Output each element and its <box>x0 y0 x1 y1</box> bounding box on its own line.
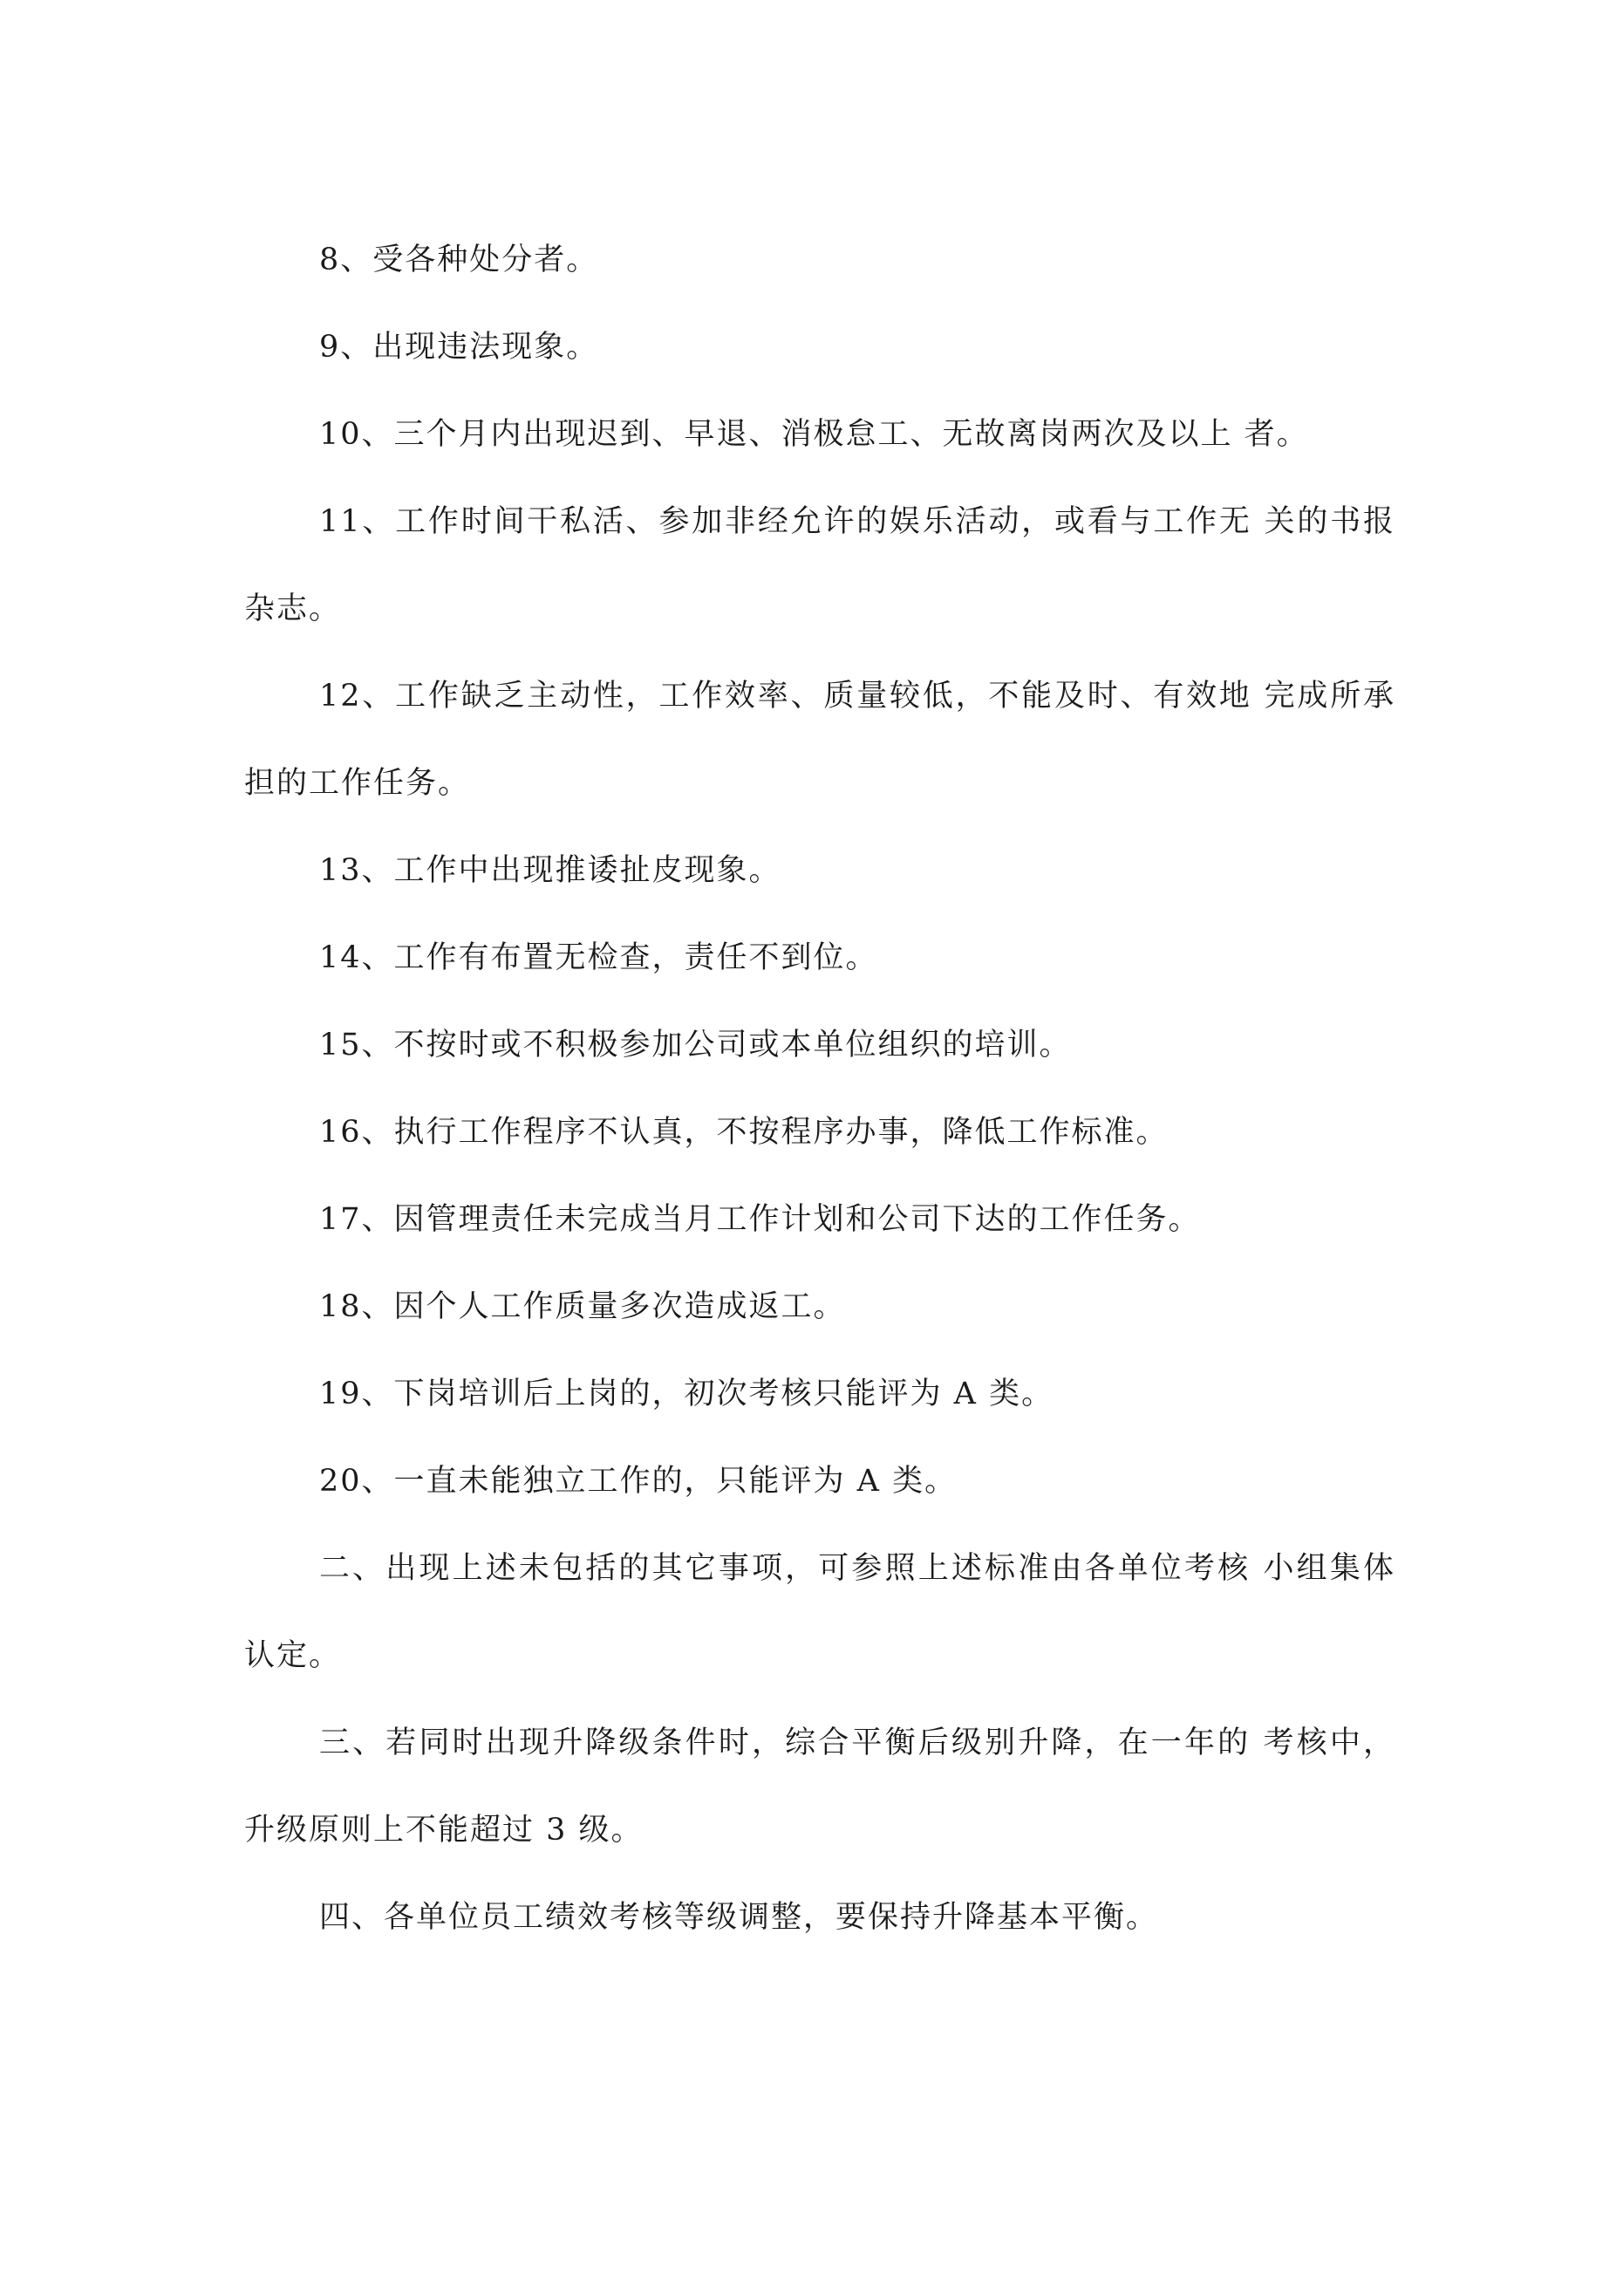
paragraph-item-20: 20、一直未能独立工作的，只能评为 A 类。 <box>319 1464 958 1499</box>
paragraph-item-16: 16、执行工作程序不认真，不按程序办事，降低工作标准。 <box>319 1115 1169 1150</box>
paragraph-item-14: 14、工作有布置无检查，责任不到位。 <box>319 940 878 975</box>
paragraph-item-13: 13、工作中出现推诿扯皮现象。 <box>319 853 781 888</box>
paragraph-item-10: 10、三个月内出现迟到、早退、消极怠工、无故离岗两次及以上 者。 <box>319 417 1309 452</box>
paragraph-section-3: 三、若同时出现升降级条件时，综合平衡后级别升降，在一年的 考核中，升级原则上不能超过 3 级。 <box>244 1725 1395 1848</box>
paragraph-item-11: 11、工作时间干私活、参加非经允许的娱乐活动，或看与工作无 关的书报杂志。 <box>244 504 1395 626</box>
paragraph-item-18: 18、因个人工作质量多次造成返工。 <box>319 1289 846 1324</box>
paragraph-item-19: 19、下岗培训后上岗的，初次考核只能评为 A 类。 <box>319 1377 1054 1411</box>
paragraph-section-4: 四、各单位员工绩效考核等级调整，要保持升降基本平衡。 <box>319 1900 1159 1935</box>
paragraph-item-17: 17、因管理责任未完成当月工作计划和公司下达的工作任务。 <box>319 1202 1201 1237</box>
paragraph-section-2: 二、出现上述未包括的其它事项，可参照上述标准由各单位考核 小组集体认定。 <box>244 1551 1395 1673</box>
paragraph-item-9: 9、出现违法现象。 <box>319 330 599 365</box>
paragraph-item-12: 12、工作缺乏主动性，工作效率、质量较低，不能及时、有效地 完成所承担的工作任务。 <box>244 679 1395 801</box>
document-body <box>244 216 1395 1961</box>
paragraph-item-8: 8、受各种处分者。 <box>319 243 599 277</box>
paragraph-item-15: 15、不按时或不积极参加公司或本单位组织的培训。 <box>319 1028 1072 1063</box>
